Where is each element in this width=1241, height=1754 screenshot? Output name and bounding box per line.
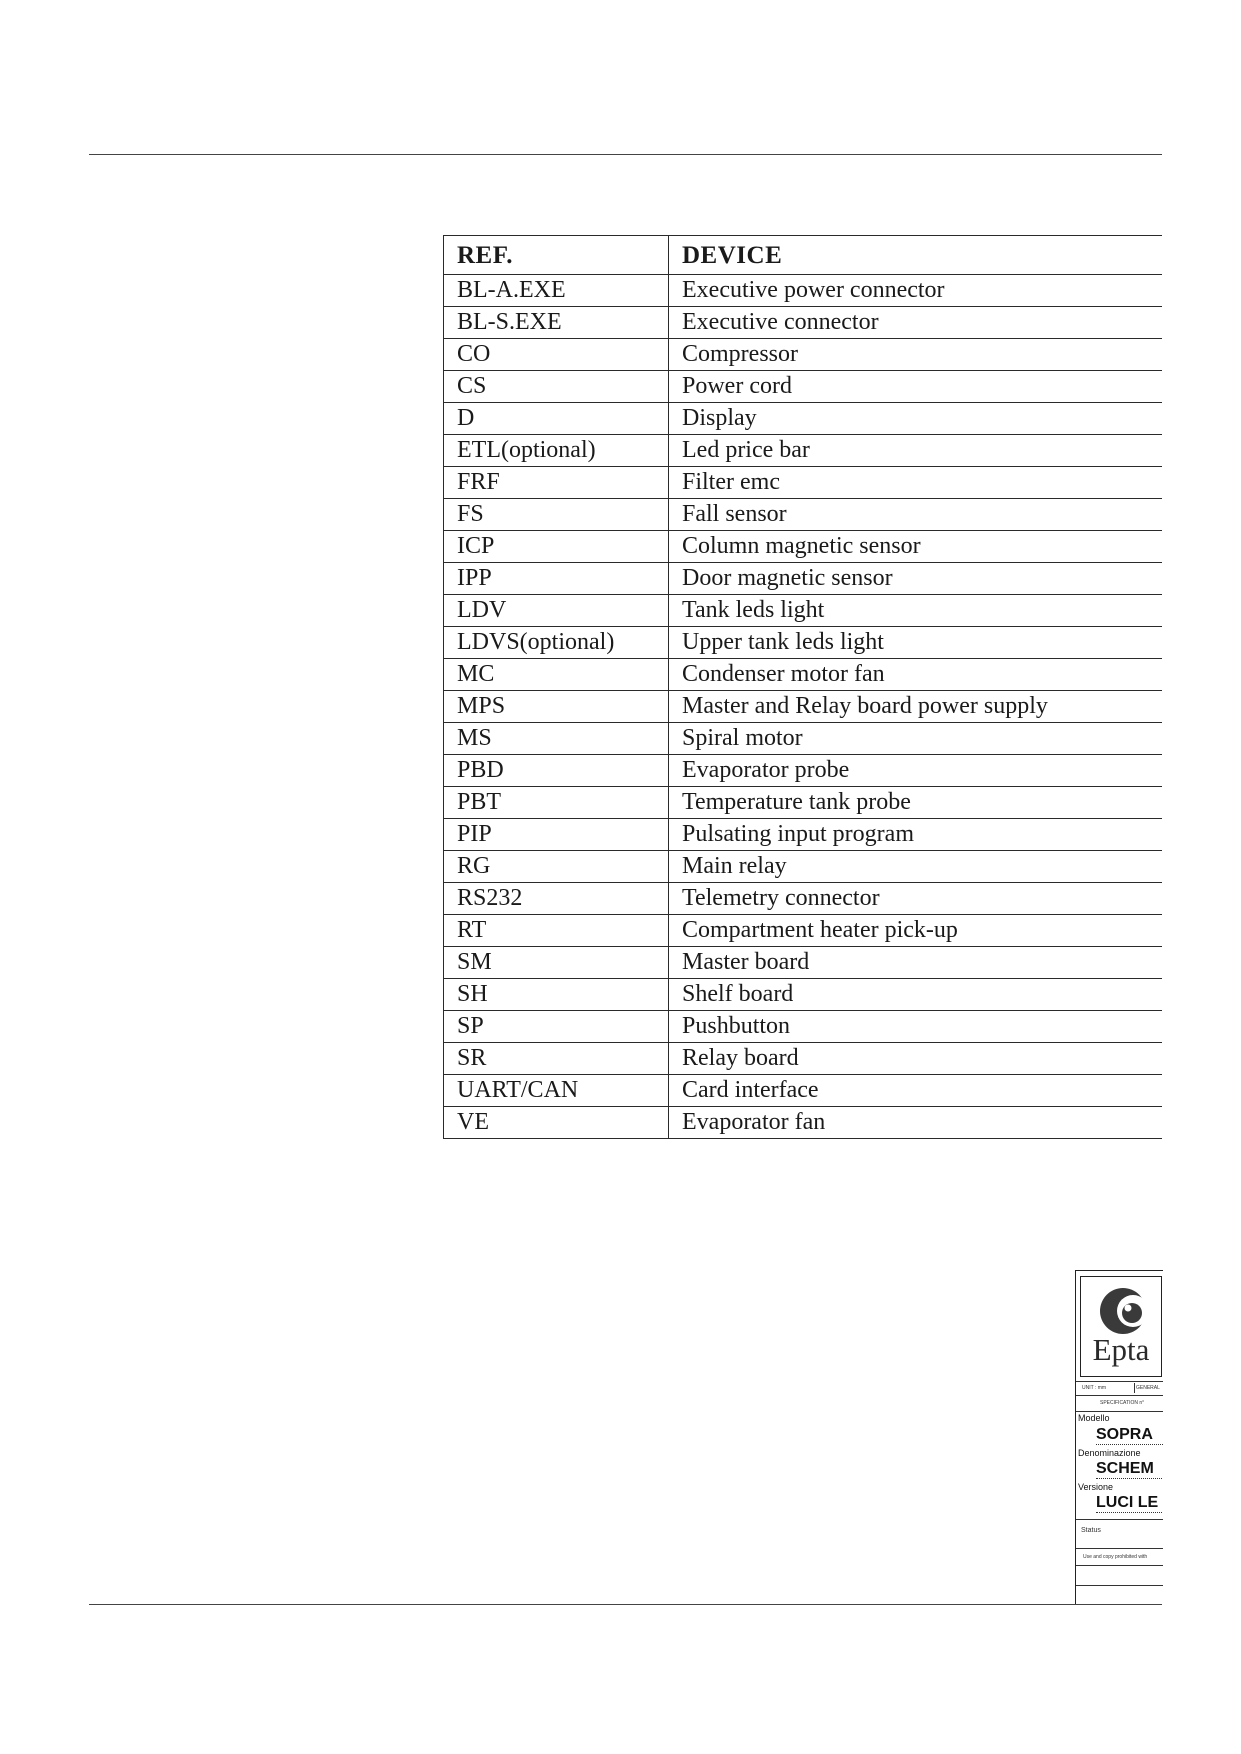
ref-cell: VE	[444, 1107, 669, 1139]
legend-table	[443, 235, 1162, 1139]
legend-table-container	[443, 235, 1162, 1139]
table-row	[444, 563, 1163, 595]
ref-cell: FRF	[444, 467, 669, 499]
divider	[1076, 1565, 1163, 1566]
device-cell: Evaporator fan	[669, 1107, 1163, 1139]
usage-notice: Use and copy prohibited with	[1083, 1554, 1148, 1560]
ref-cell: LDVS(optional)	[444, 627, 669, 659]
divider	[1076, 1519, 1163, 1520]
device-cell: Executive power connector	[669, 275, 1163, 307]
ref-cell: D	[444, 403, 669, 435]
device-cell: Fall sensor	[669, 499, 1163, 531]
name-label: Denominazione	[1078, 1448, 1141, 1458]
device-cell: Power cord	[669, 371, 1163, 403]
table-row	[444, 883, 1163, 915]
divider	[1076, 1548, 1163, 1549]
header-device: DEVICE	[669, 236, 1163, 275]
ref-cell: PBT	[444, 787, 669, 819]
device-cell: Pushbutton	[669, 1011, 1163, 1043]
ref-cell: SR	[444, 1043, 669, 1075]
status-label: Status	[1081, 1527, 1101, 1534]
device-cell: Shelf board	[669, 979, 1163, 1011]
divider	[1076, 1585, 1163, 1586]
ref-cell: MPS	[444, 691, 669, 723]
device-cell: Compressor	[669, 339, 1163, 371]
ref-cell: BL-S.EXE	[444, 307, 669, 339]
table-row	[444, 915, 1163, 947]
ref-cell: ETL(optional)	[444, 435, 669, 467]
ref-cell: PBD	[444, 755, 669, 787]
ref-cell: PIP	[444, 819, 669, 851]
table-row	[444, 307, 1163, 339]
title-block	[1075, 1270, 1163, 1605]
general-text: GENERAL	[1136, 1385, 1160, 1391]
model-value: SOPRA	[1096, 1426, 1163, 1445]
device-cell: Led price bar	[669, 435, 1163, 467]
device-cell: Main relay	[669, 851, 1163, 883]
ref-cell: MC	[444, 659, 669, 691]
table-row	[444, 627, 1163, 659]
ref-cell: CO	[444, 339, 669, 371]
ref-cell: BL-A.EXE	[444, 275, 669, 307]
bottom-rule	[89, 1604, 1162, 1605]
table-row	[444, 851, 1163, 883]
table-row	[444, 819, 1163, 851]
ref-cell: SP	[444, 1011, 669, 1043]
device-cell: Tank leds light	[669, 595, 1163, 627]
table-header-row	[444, 236, 1163, 275]
header-ref: REF.	[444, 236, 669, 275]
ref-cell: CS	[444, 371, 669, 403]
table-row	[444, 1043, 1163, 1075]
specification-text: SPECIFICATION n°	[1100, 1400, 1145, 1406]
device-cell: Evaporator probe	[669, 755, 1163, 787]
table-row	[444, 595, 1163, 627]
table-row	[444, 1011, 1163, 1043]
device-cell: Card interface	[669, 1075, 1163, 1107]
device-cell: Master and Relay board power supply	[669, 691, 1163, 723]
device-cell: Telemetry connector	[669, 883, 1163, 915]
table-row	[444, 787, 1163, 819]
table-row	[444, 659, 1163, 691]
name-value: SCHEM	[1096, 1460, 1163, 1479]
device-cell: Compartment heater pick-up	[669, 915, 1163, 947]
device-cell: Relay board	[669, 1043, 1163, 1075]
table-row	[444, 691, 1163, 723]
table-row	[444, 979, 1163, 1011]
table-row	[444, 531, 1163, 563]
device-cell: Door magnetic sensor	[669, 563, 1163, 595]
table-row	[444, 371, 1163, 403]
ref-cell: LDV	[444, 595, 669, 627]
table-row	[444, 275, 1163, 307]
table-row	[444, 755, 1163, 787]
ref-cell: RS232	[444, 883, 669, 915]
top-rule	[89, 154, 1162, 155]
table-row	[444, 403, 1163, 435]
table-row	[444, 435, 1163, 467]
table-row	[444, 947, 1163, 979]
epta-logo-icon	[1081, 1277, 1161, 1376]
epta-logo	[1080, 1276, 1162, 1377]
ref-cell: SH	[444, 979, 669, 1011]
divider	[1076, 1395, 1163, 1396]
device-cell: Column magnetic sensor	[669, 531, 1163, 563]
ref-cell: ICP	[444, 531, 669, 563]
device-cell: Executive connector	[669, 307, 1163, 339]
ref-cell: MS	[444, 723, 669, 755]
table-row	[444, 467, 1163, 499]
device-cell: Filter emc	[669, 467, 1163, 499]
device-cell: Pulsating input program	[669, 819, 1163, 851]
device-cell: Spiral motor	[669, 723, 1163, 755]
table-row	[444, 499, 1163, 531]
divider	[1134, 1383, 1135, 1393]
logo-text: Epta	[1092, 1332, 1150, 1367]
ref-cell: RG	[444, 851, 669, 883]
table-row	[444, 1075, 1163, 1107]
table-row	[444, 1107, 1163, 1139]
table-row	[444, 339, 1163, 371]
divider	[1076, 1411, 1163, 1412]
device-cell: Temperature tank probe	[669, 787, 1163, 819]
device-cell: Upper tank leds light	[669, 627, 1163, 659]
table-row	[444, 723, 1163, 755]
model-label: Modello	[1078, 1413, 1110, 1423]
unit-text: UNIT : mm	[1082, 1385, 1107, 1391]
ref-cell: IPP	[444, 563, 669, 595]
version-value: LUCI LE	[1096, 1494, 1163, 1513]
ref-cell: RT	[444, 915, 669, 947]
version-label: Versione	[1078, 1482, 1114, 1492]
device-cell: Display	[669, 403, 1163, 435]
ref-cell: SM	[444, 947, 669, 979]
device-cell: Master board	[669, 947, 1163, 979]
ref-cell: UART/CAN	[444, 1075, 669, 1107]
device-cell: Condenser motor fan	[669, 659, 1163, 691]
divider	[1076, 1381, 1163, 1382]
ref-cell: FS	[444, 499, 669, 531]
